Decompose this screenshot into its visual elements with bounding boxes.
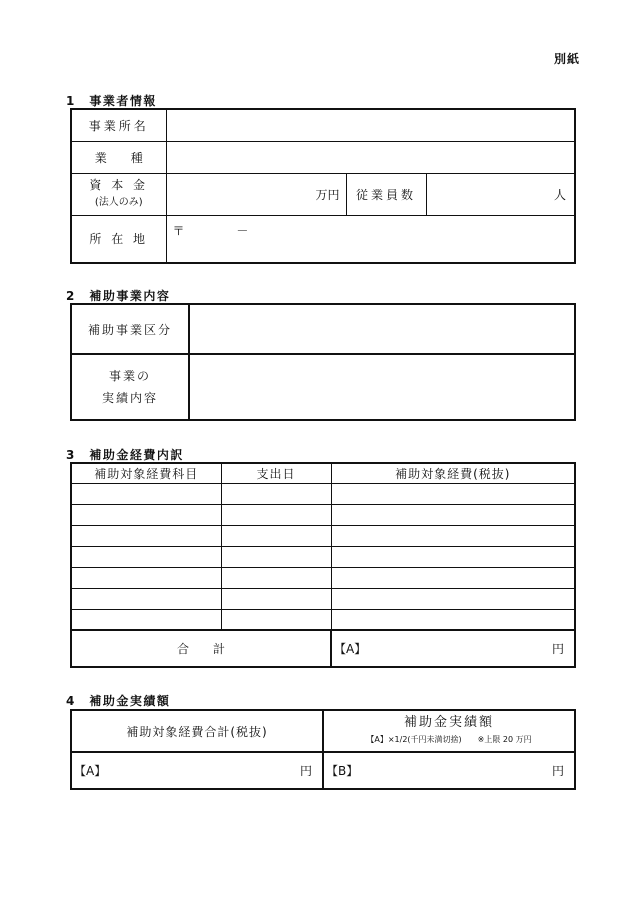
section1-title: 1 事業者情報 xyxy=(66,94,157,108)
expense-date-cell[interactable] xyxy=(221,588,331,609)
project-content-label-cell xyxy=(71,354,189,420)
project-content-table xyxy=(70,303,576,421)
expense-amount-cell[interactable] xyxy=(331,588,575,609)
expense-amount-cell[interactable] xyxy=(331,504,575,525)
expense-date-cell[interactable] xyxy=(221,504,331,525)
subsidy-marker: 【B】 xyxy=(326,764,359,778)
address-label: 所 在 地 xyxy=(71,215,166,263)
expense-header-item: 補助対象経費科目 xyxy=(71,463,221,483)
subsidy-right-header-cell xyxy=(323,710,575,752)
expense-breakdown-table xyxy=(70,462,576,668)
business-name-label: 事業所名 xyxy=(71,109,166,141)
table-row xyxy=(71,525,575,546)
project-content-label-1: 事業の xyxy=(108,369,151,383)
postal-mark: 〒 xyxy=(172,223,185,238)
expense-amount-cell[interactable] xyxy=(331,546,575,567)
industry-label: 業 種 xyxy=(71,141,166,173)
section4-title: 4 補助金実績額 xyxy=(66,694,171,708)
expense-date-cell[interactable] xyxy=(221,483,331,504)
total-marker: 【A】 xyxy=(334,642,367,656)
table-row xyxy=(71,483,575,504)
expense-total-marker: 【A】 xyxy=(74,764,107,778)
expense-item-cell[interactable] xyxy=(71,525,221,546)
capital-label-cell xyxy=(71,173,166,215)
expense-amount-cell[interactable] xyxy=(331,609,575,630)
subsidy-left-header: 補助対象経費合計(税抜) xyxy=(71,710,323,752)
expense-header-amount: 補助対象経費(税抜) xyxy=(395,466,511,481)
expense-date-cell[interactable] xyxy=(221,567,331,588)
capital-unit: 万円 xyxy=(315,187,340,202)
capital-note: (法人のみ) xyxy=(94,197,143,208)
capital-label: 資 本 金 xyxy=(89,178,149,192)
expense-item-cell[interactable] xyxy=(71,567,221,588)
table-row xyxy=(71,546,575,567)
subsidy-amount-field[interactable] xyxy=(323,752,575,789)
project-content-field[interactable] xyxy=(189,354,575,420)
section3-title: 3 補助金経費内訳 xyxy=(66,448,184,462)
business-name-field[interactable] xyxy=(166,109,575,141)
expense-total-unit: 円 xyxy=(299,764,312,778)
expense-item-cell[interactable] xyxy=(71,504,221,525)
subsidy-right-note: 【A】×1/2(千円未満切捨) ※上限 20 万円 xyxy=(366,735,532,744)
project-category-field[interactable] xyxy=(189,304,575,354)
expense-date-cell[interactable] xyxy=(221,546,331,567)
employees-field[interactable] xyxy=(426,173,575,215)
total-unit: 円 xyxy=(551,642,564,656)
subsidy-amount-table xyxy=(70,709,576,790)
subsidy-unit: 円 xyxy=(551,764,564,778)
table-row xyxy=(71,588,575,609)
employees-label: 従業員数 xyxy=(346,173,426,215)
expense-item-cell[interactable] xyxy=(71,546,221,567)
expense-amount-cell[interactable] xyxy=(331,525,575,546)
attachment-label: 別紙 xyxy=(553,52,580,66)
project-content-label-2: 実績内容 xyxy=(101,391,158,405)
section2-title: 2 補助事業内容 xyxy=(66,289,171,303)
business-info-table xyxy=(70,108,576,264)
expense-item-cell[interactable] xyxy=(71,609,221,630)
industry-field[interactable] xyxy=(166,141,575,173)
total-label: 合 計 xyxy=(71,630,331,667)
total-amount-field[interactable] xyxy=(331,630,575,667)
table-row xyxy=(71,567,575,588)
expense-date-cell[interactable] xyxy=(221,609,331,630)
expense-date-cell[interactable] xyxy=(221,525,331,546)
expense-header-date: 支出日 xyxy=(221,463,331,483)
expense-total-field[interactable] xyxy=(71,752,323,789)
table-row xyxy=(71,609,575,630)
employees-unit: 人 xyxy=(553,187,566,202)
postal-dash: － xyxy=(236,223,249,238)
project-category-label: 補助事業区分 xyxy=(71,304,189,354)
expense-amount-cell[interactable] xyxy=(331,567,575,588)
expense-amount-cell[interactable] xyxy=(331,483,575,504)
table-row xyxy=(71,504,575,525)
expense-item-cell[interactable] xyxy=(71,588,221,609)
subsidy-right-header: 補助金実績額 xyxy=(403,715,494,730)
address-field[interactable] xyxy=(166,215,575,263)
expense-item-cell[interactable] xyxy=(71,483,221,504)
capital-field[interactable] xyxy=(166,173,346,215)
